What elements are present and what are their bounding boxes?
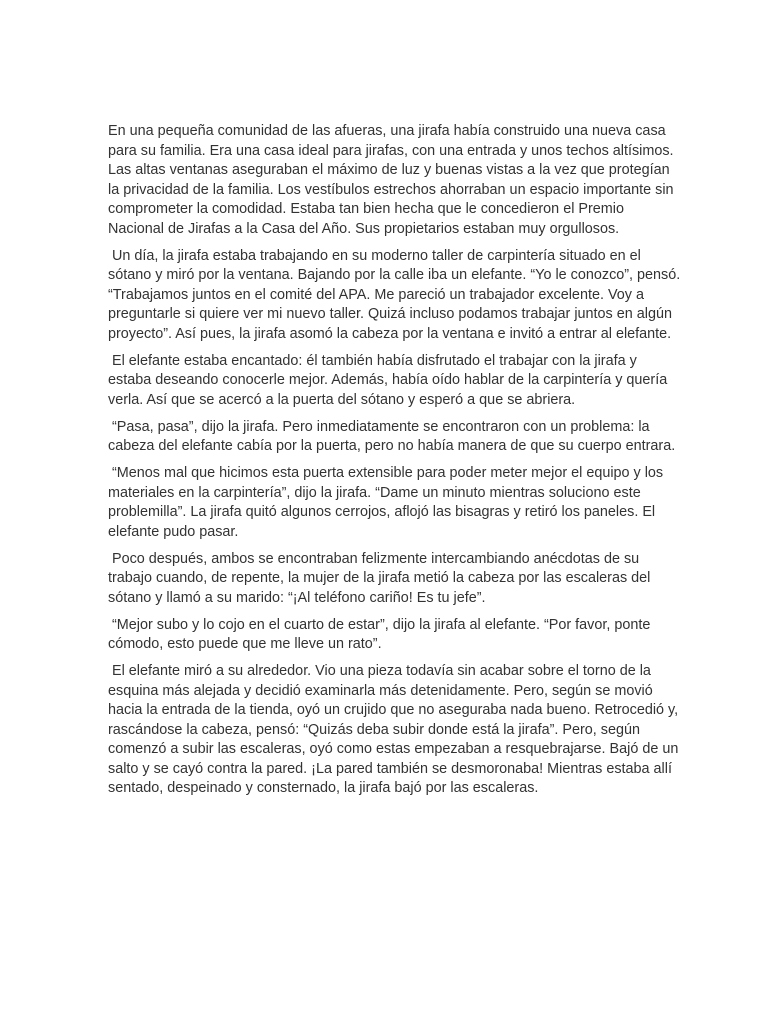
paragraph-1: En una pequeña comunidad de las afueras, una jirafa había construido una nueva casa para su familia. Era una casa ideal para jirafas, con una entrada y unos techos altísimos. Las altas ventanas aseguraban el máximo de luz y buenas vistas a la vez que protegían la privacidad de la familia. Los vestíbulos estrechos ahorraban un espacio importante sin comprometer la comodidad. Estaba tan bien hecha que le concedieron el Premio Nacional de Jirafas a la Casa del Año. Sus propietarios estaban muy orgullosos. bbox=[108, 123, 678, 237]
paragraph-6: Poco después, ambos se encontraban felizmente intercambiando anécdotas de su trabajo cuando, de repente, la mujer de la jirafa metió la cabeza por las escaleras del sótano y llamó a su marido: “¡Al teléfono cariño! Es tu jefe”. bbox=[108, 550, 655, 606]
paragraph-4: “Pasa, pasa”, dijo la jirafa. Pero inmediatamente se encontraron con un problema: la cabeza del elefante cabía por la puerta, pero no había manera de que su cuerpo entrara. bbox=[108, 418, 676, 454]
paragraph-2: Un día, la jirafa estaba trabajando en su moderno taller de carpintería situado en el sótano y miró por la ventana. Bajando por la calle iba un elefante. “Yo le conozco”, pensó. “Trabajamos juntos en el comité del APA. Me pareció un trabajador excelente. Voy a preguntarle si quiere ver mi nuevo taller. Quizá incluso podamos trabajar juntos en algún proyecto”. Así pues, la jirafa asomó la cabeza por la ventana e invitó a entrar al elefante. bbox=[108, 247, 685, 342]
paragraph-5: “Menos mal que hicimos esta puerta extensible para poder meter mejor el equipo y los materiales en la carpintería”, dijo la jirafa. “Dame un minuto mientras soluciono este problemilla”. La jirafa quitó algunos cerrojos, aflojó las bisagras y retiró los paneles. El elefante pudo pasar. bbox=[108, 465, 668, 540]
paragraph-3: El elefante estaba encantado: él también había disfrutado el trabajar con la jirafa y estaba deseando conocerle mejor. Además, había oído hablar de la carpintería y quería verla. Así que se acercó a la puerta del sótano y esperó a que se abriera. bbox=[108, 352, 672, 408]
paragraph-8: El elefante miró a su alrededor. Vio una pieza todavía sin acabar sobre el torno de la esquina más alejada y decidió examinarla más detenidamente. Pero, según se movió hacia la entrada de la tienda, oyó un crujido que no aseguraba nada bueno. Retrocedió y, rascándose la cabeza, pensó: “Quizás deba subir donde está la jirafa”. Pero, según comenzó a subir las escaleras, oyó como estas empezaban a resquebrajarse. Bajó de un salto y se cayó contra la pared. ¡La pared también se desmoronaba! Mientras estaba allí sentado, despeinado y consternado, la jirafa bajó por las escaleras. bbox=[108, 663, 683, 796]
paragraph-7: “Mejor subo y lo cojo en el cuarto de estar”, dijo la jirafa al elefante. “Por favor, ponte cómodo, esto puede que me lleve un rato”. bbox=[108, 616, 655, 652]
document-page bbox=[108, 122, 683, 806]
